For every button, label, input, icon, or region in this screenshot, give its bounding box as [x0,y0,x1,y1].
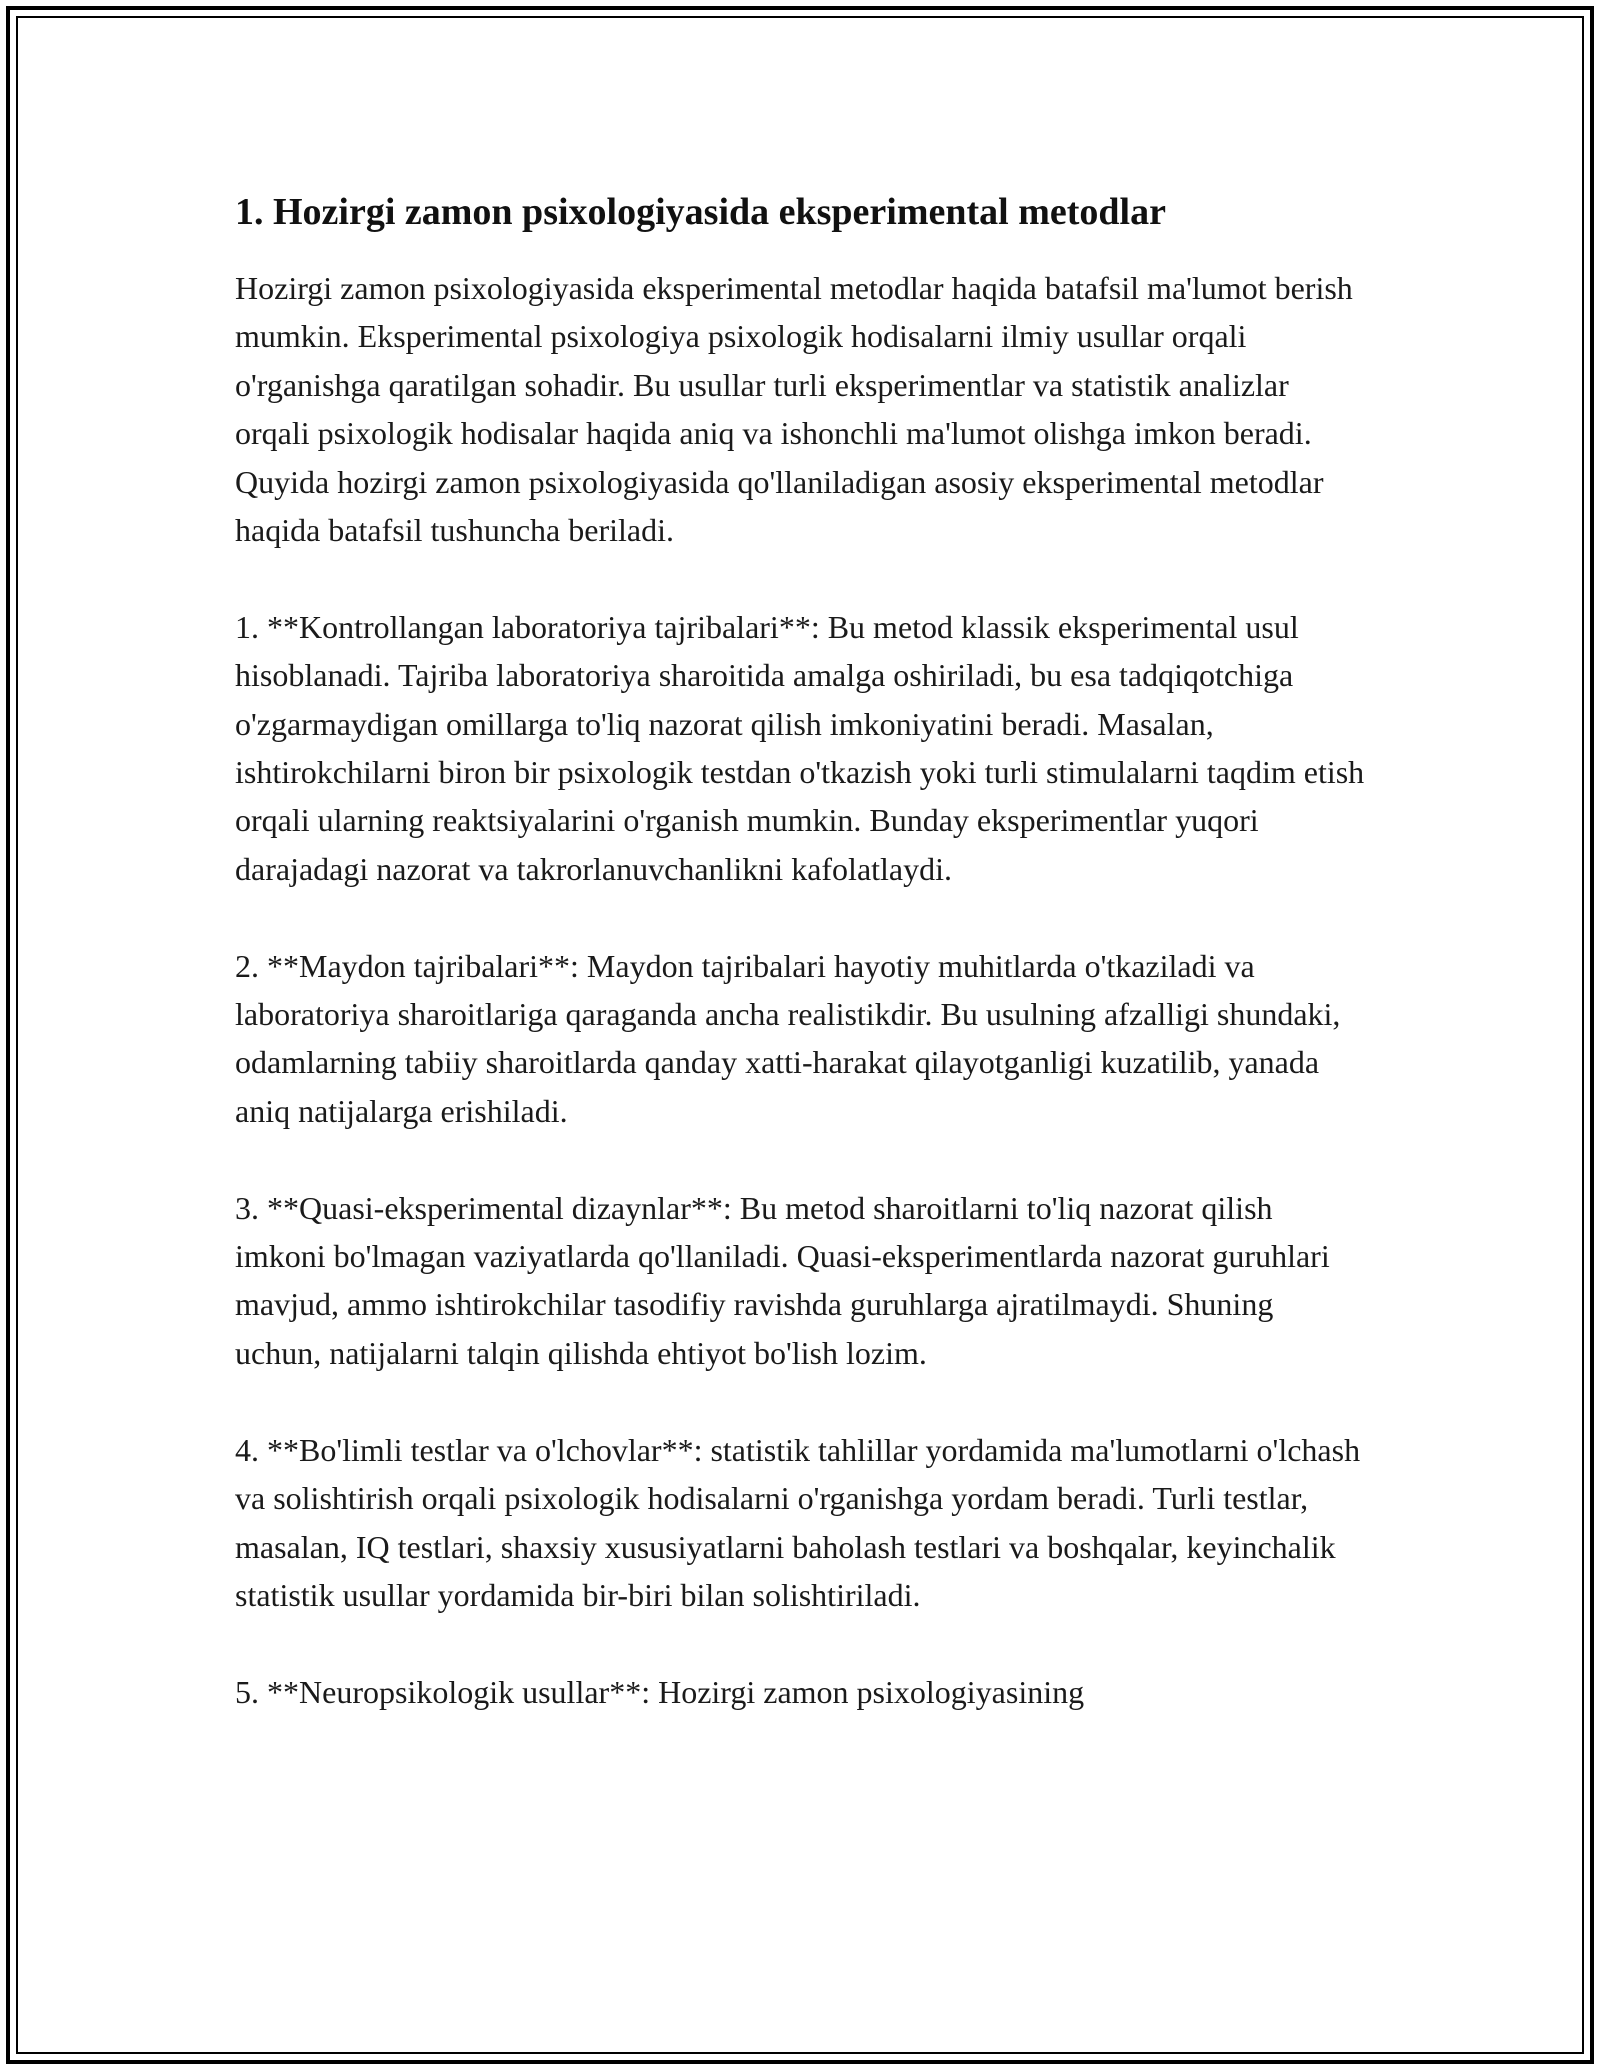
method-paragraph-neuropsychological: 5. **Neuropsikologik usullar**: Hozirgi zamon psixologiyasining [235,1673,1085,1710]
intro-paragraph: Hozirgi zamon psixologiyasida eksperimental metodlar haqida batafsil ma'lumot berish mumkin. Eksperimental psixologiya psixologik hodisalarni ilmiy usullar orqali o'rganishga qaratilgan sohadir. Bu usullar turli eksperimentlar va statistik analizlar orqali psixologik hodisalar haqida aniq va ishonchli ma'lumot olishga imkon beradi. Quyida hozirgi zamon psixologiyasida qo'llaniladigan asosiy eksperimental metodlar haqida batafsil tushuncha beriladi. [235,270,1353,549]
method-paragraph-lab-experiments: 1. **Kontrollangan laboratoriya tajribalari**: Bu metod klassik eksperimental usul hisoblanadi. Tajriba laboratoriya sharoitida amalga oshiriladi, bu esa tadqiqotchiga o'zgarmaydigan omillarga to'liq nazorat qilish imkoniyatini beradi. Masalan, ishtirokchilarni biron bir psixologik testdan o'tkazish yoki turli stimulalarni taqdim etish orqali ularning reaktsiyalarini o'rganish mumkin. Bunday eksperimentlar yuqori darajadagi nazorat va takrorlanuvchanlikni kafolatlaydi. [235,608,1365,887]
document-body [235,188,1365,1716]
document-heading: 1. Hozirgi zamon psixologiyasida eksperimental metodlar [235,191,1166,233]
method-paragraph-quasi-experimental: 3. **Quasi-eksperimental dizaynlar**: Bu metod sharoitlarni to'liq nazorat qilish imkoni bo'lmagan vaziyatlarda qo'llaniladi. Quasi-eksperimentlarda nazorat guruhlari mavjud, ammo ishtirokchilar tasodifiy ravishda guruhlarga ajratilmaydi. Shuning uchun, natijalarni talqin qilishda ehtiyot bo'lish lozim. [235,1189,1330,1371]
method-paragraph-field-experiments: 2. **Maydon tajribalari**: Maydon tajribalari hayotiy muhitlarda o'tkaziladi va laboratoriya sharoitlariga qaraganda ancha realistikdir. Bu usulning afzalligi shundaki, odamlarning tabiiy sharoitlarda qanday xatti-harakat qilayotganligi kuzatilib, yanada aniq natijalarga erishiladi. [235,947,1341,1129]
method-paragraph-tests-measures: 4. **Bo'limli testlar va o'lchovlar**: statistik tahlillar yordamida ma'lumotlarni o'lchash va solishtirish orqali psixologik hodisalarni o'rganishga yordam beradi. Turli testlar, masalan, IQ testlari, shaxsiy xususiyatlarni baholash testlari va boshqalar, keyinchalik statistik usullar yordamida bir-biri bilan solishtiriladi. [235,1431,1361,1613]
